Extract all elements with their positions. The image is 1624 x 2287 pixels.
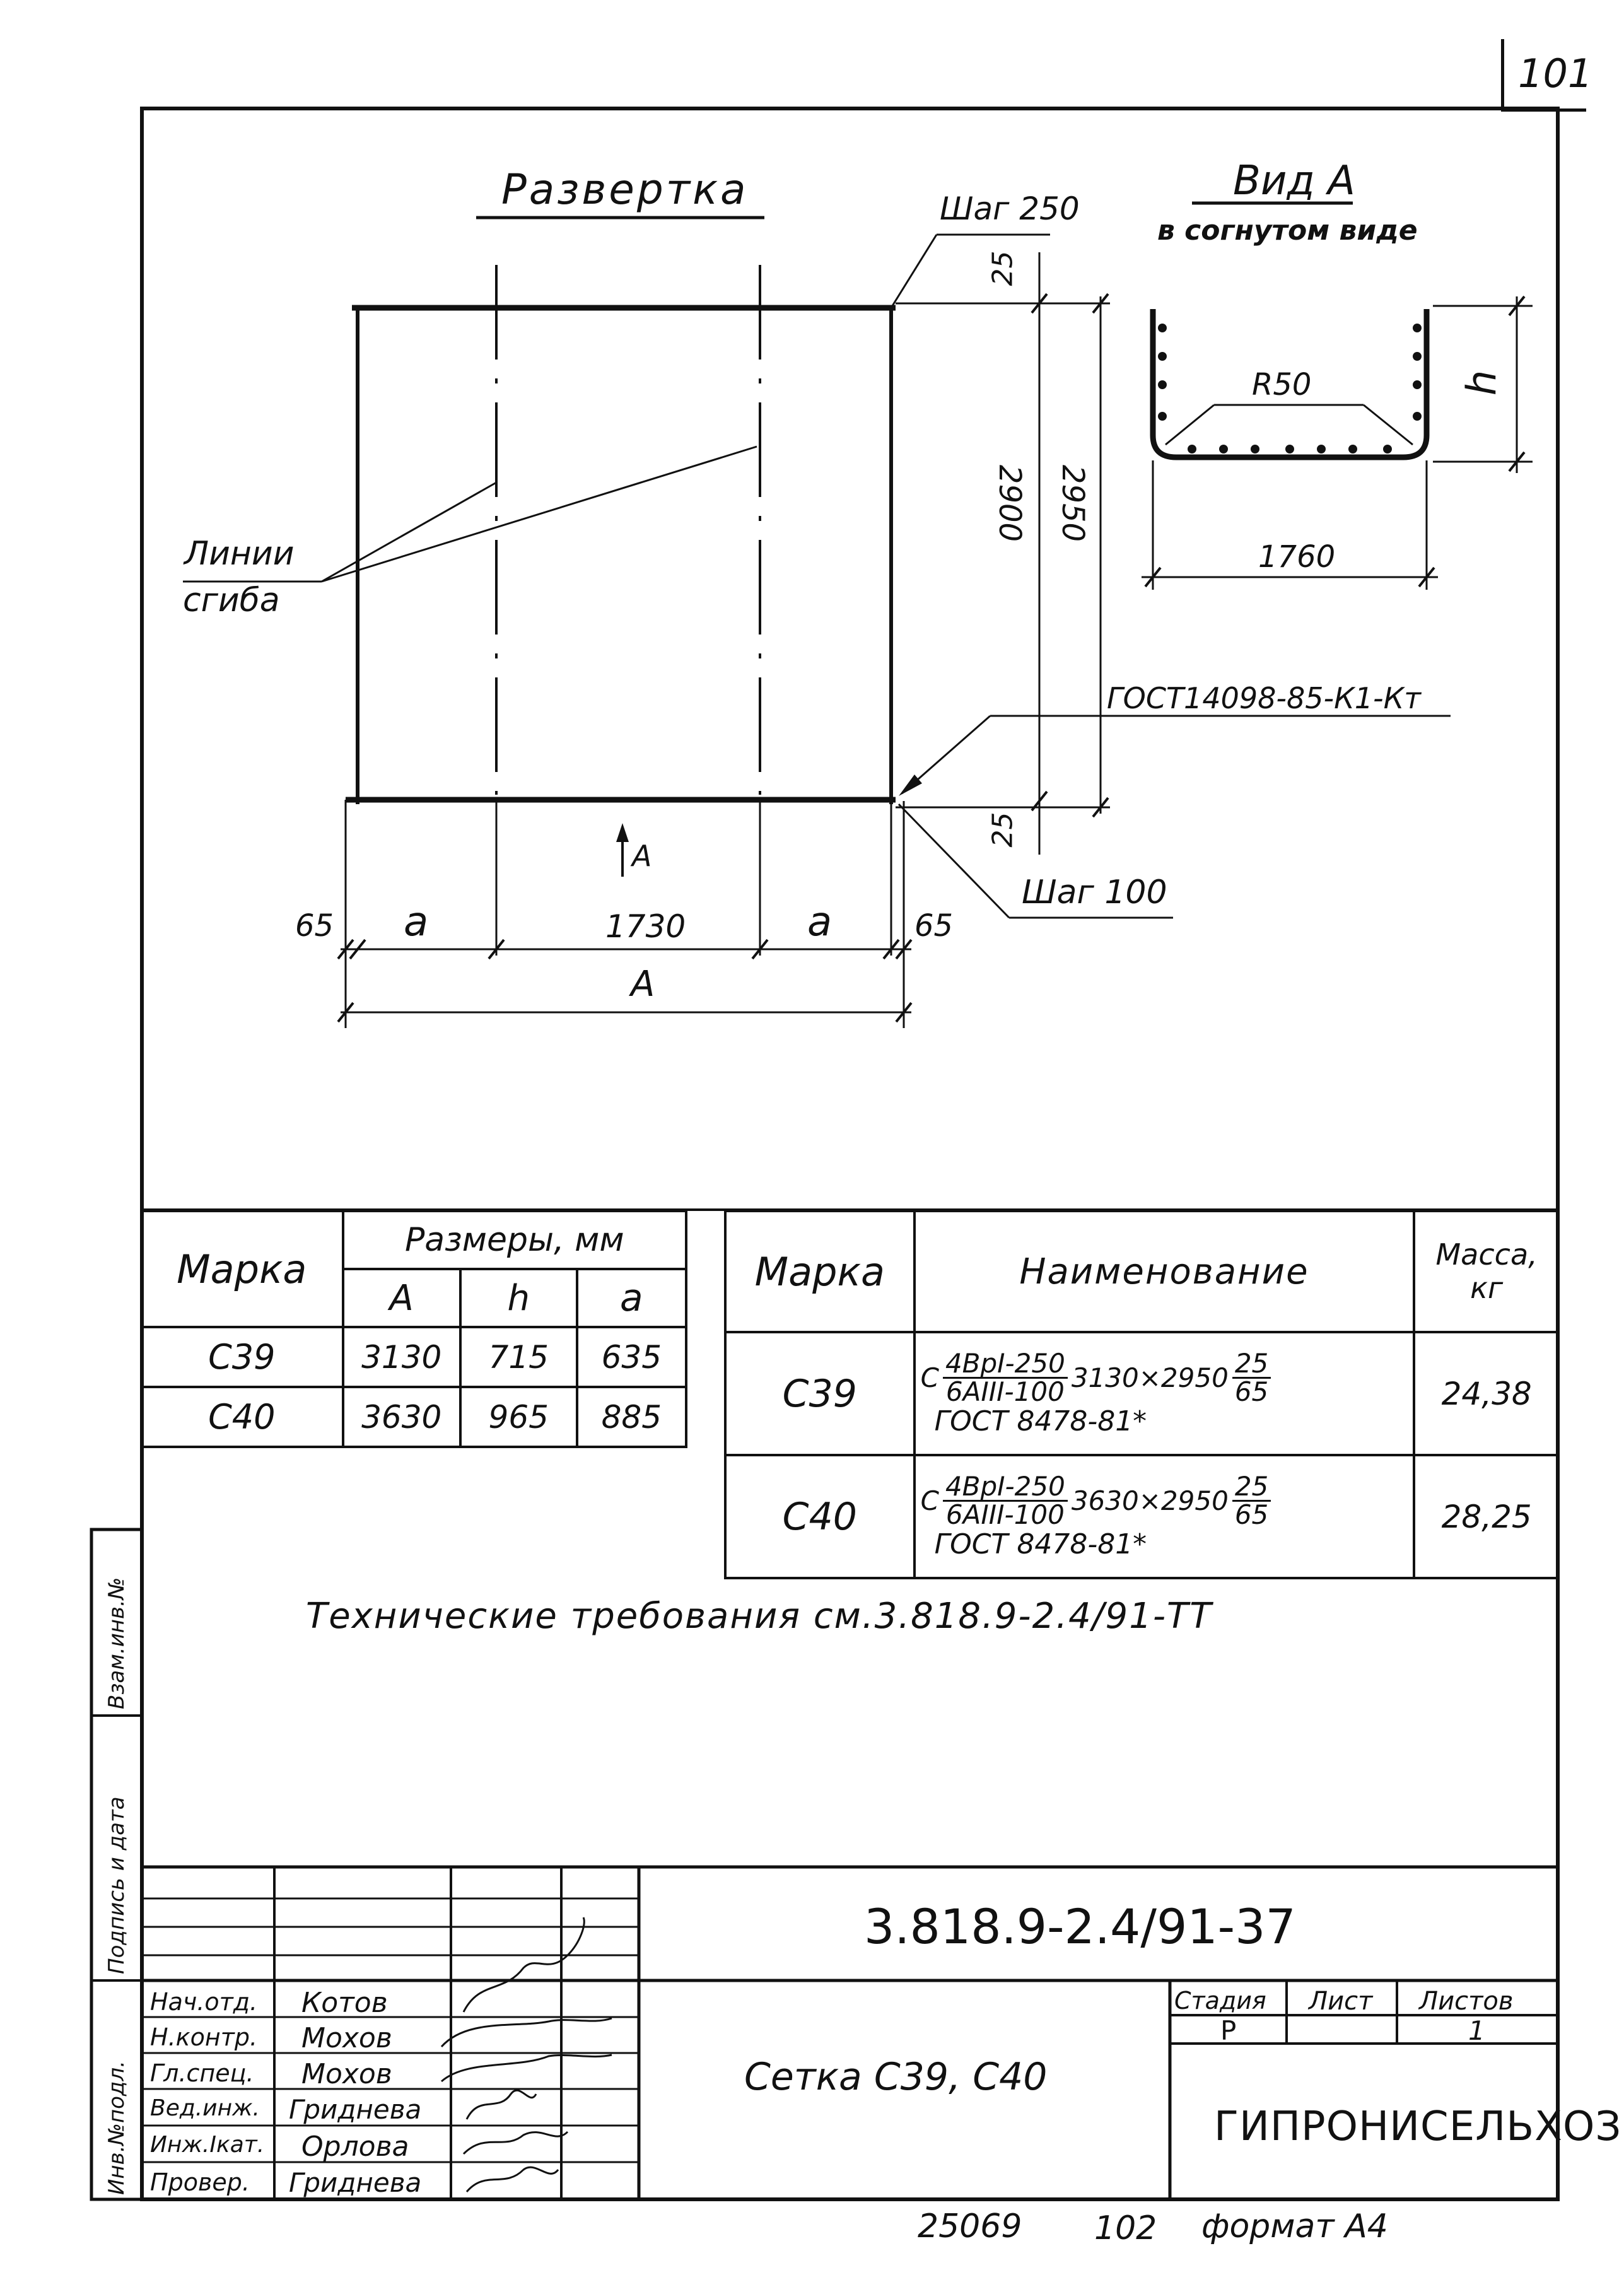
footer-sheet-num: 102 — [1094, 2209, 1157, 2247]
spec-header-mass — [1414, 1211, 1558, 1332]
step-250-leader — [891, 235, 937, 308]
step-100-label: Шаг 100 — [1022, 874, 1167, 911]
signature-1 — [464, 1917, 584, 2012]
table-row — [725, 1332, 1558, 1455]
r50-leader-left — [1165, 405, 1214, 445]
dim-a-right: a — [807, 899, 832, 945]
name-4: Орлова — [301, 2131, 409, 2163]
signature-2 — [441, 2018, 612, 2047]
side-stamp-vzam-inv: Взам.инв.№ — [104, 1577, 129, 1709]
table-row — [142, 1387, 686, 1447]
tech-requirements: Технические требования см.3.818.9-2.4/91-ТТ — [306, 1596, 1213, 1637]
spec-row2-dims: 3630×2950 — [1071, 1485, 1229, 1516]
sizes-header-A: A — [343, 1269, 460, 1327]
signature-marks — [441, 1917, 612, 2192]
dim-A-total: A — [631, 964, 655, 1005]
spec-header-mass-1: Масса, — [1435, 1237, 1538, 1272]
stage-value: Р — [1220, 2015, 1237, 2046]
spec-header-mark: Марка — [725, 1211, 914, 1332]
bend-leader-1 — [322, 483, 496, 582]
r50-leader-right — [1364, 405, 1413, 445]
title-view-a: Вид А — [1233, 158, 1355, 204]
spec-row2-frac-den: 6АIII-100 — [945, 1499, 1065, 1530]
dim-ticks-bottom — [338, 940, 911, 1022]
spec-row2-name — [914, 1455, 1415, 1578]
spec-row1-dims: 3130×2950 — [1071, 1362, 1229, 1393]
footer-format: формат А4 — [1201, 2208, 1388, 2245]
spec-row1-frac2-den: 65 — [1234, 1376, 1269, 1407]
sheets-header: Листов — [1419, 1987, 1514, 2016]
role-2: Гл.спец. — [150, 2059, 254, 2087]
bend-lines-label-1: Линии — [184, 535, 295, 573]
title-development: Развертка — [501, 165, 749, 214]
role-5: Провер. — [150, 2168, 250, 2196]
footer-inv: 25069 — [918, 2208, 1022, 2245]
sizes-row1-A: 3130 — [343, 1327, 460, 1387]
role-4: Инж.Iкат. — [150, 2132, 265, 2158]
spec-header-mass-2: кг — [1470, 1271, 1504, 1305]
signature-4 — [467, 2090, 536, 2119]
name-0: Котов — [301, 1987, 388, 2019]
spec-row2-frac2-den: 65 — [1234, 1499, 1269, 1530]
side-stamp-inv-podl: Инв.№подл. — [104, 2061, 129, 2195]
dim-bottom-offset: 25 — [986, 812, 1019, 848]
role-1: Н.контр. — [150, 2023, 258, 2051]
doc-name: Сетка С39, С40 — [744, 2055, 1048, 2099]
name-2: Мохов — [301, 2058, 392, 2090]
sizes-row1-h: 715 — [460, 1327, 577, 1387]
page-number: 101 — [1518, 50, 1593, 97]
spec-row1-frac2-num: 25 — [1232, 1350, 1271, 1379]
side-stamp-signature-date: Подпись и дата — [104, 1796, 129, 1974]
doc-code: 3.818.9-2.4/91-37 — [864, 1898, 1296, 1955]
signature-5 — [464, 2132, 568, 2154]
dim-a-left: a — [404, 899, 429, 945]
view-h: h — [1459, 370, 1506, 396]
sizes-row2-mark: С40 — [142, 1387, 343, 1447]
sizes-row1-mark: С39 — [142, 1327, 343, 1387]
stage-header: Стадия — [1174, 1987, 1266, 2015]
spec-row1-gost: ГОСТ 8478-81* — [934, 1405, 1147, 1437]
spec-row2-mass: 28,25 — [1414, 1455, 1558, 1578]
sheet-frame — [142, 108, 1558, 2199]
spec-row2-frac-num: 4ВрI-250 — [943, 1473, 1068, 1502]
sizes-table — [142, 1210, 687, 1448]
name-3: Гриднева — [289, 2094, 422, 2125]
dim-2950: 2950 — [1055, 464, 1091, 542]
dim-top-offset: 25 — [986, 250, 1019, 286]
spec-row2-prefix: С — [920, 1485, 939, 1516]
name-1: Мохов — [301, 2022, 392, 2054]
spec-row1-frac-num: 4ВрI-250 — [943, 1350, 1068, 1379]
sizes-header-sizes: Размеры, мм — [343, 1211, 686, 1269]
arrow-a-label: А — [632, 839, 652, 873]
arrow-a-head — [616, 823, 629, 842]
dim-right-65: 65 — [914, 908, 954, 944]
spec-row2-gost: ГОСТ 8478-81* — [934, 1528, 1147, 1560]
gost-weld-label: ГОСТ14098-85-К1-Кт — [1107, 681, 1422, 715]
name-5: Гриднева — [289, 2167, 422, 2198]
sheet-header: Лист — [1309, 1987, 1373, 2016]
spec-row1-name — [914, 1332, 1415, 1455]
sizes-row2-h: 965 — [460, 1387, 577, 1447]
spec-row2-frac2-num: 25 — [1232, 1473, 1271, 1502]
table-row — [142, 1327, 686, 1387]
sizes-row2-A: 3630 — [343, 1387, 460, 1447]
role-3: Вед.инж. — [150, 2095, 260, 2121]
dim-left-65: 65 — [295, 908, 334, 944]
sizes-row2-a: 885 — [577, 1387, 686, 1447]
sizes-header-a: a — [577, 1269, 686, 1327]
spec-row1-prefix: С — [920, 1362, 939, 1393]
spec-row2-mark: С40 — [725, 1455, 914, 1578]
organization: ГИПРОНИСЕЛЬХОЗ — [1214, 2103, 1622, 2150]
spec-row1-frac-den: 6АIII-100 — [945, 1376, 1065, 1407]
label-step-250: Шаг 250 — [940, 190, 1080, 227]
spec-row1-mass: 24,38 — [1414, 1332, 1558, 1455]
sizes-header-h: h — [460, 1269, 577, 1327]
dim-1730: 1730 — [605, 908, 686, 945]
signature-6 — [467, 2167, 558, 2192]
sizes-row1-a: 635 — [577, 1327, 686, 1387]
sheets-value: 1 — [1468, 2015, 1485, 2046]
spec-table — [724, 1210, 1558, 1579]
bend-leader-2 — [322, 447, 757, 582]
signature-3 — [441, 2055, 612, 2081]
spec-header-name: Наименование — [914, 1211, 1415, 1332]
sizes-header-mark: Марка — [142, 1211, 343, 1327]
view-width: 1760 — [1258, 539, 1336, 575]
spec-row1-mark: С39 — [725, 1332, 914, 1455]
view-radius: R50 — [1252, 367, 1312, 402]
dim-2900: 2900 — [992, 464, 1028, 542]
role-0: Нач.отд. — [150, 1988, 258, 2016]
bend-lines-label-2: сгиба — [183, 582, 280, 619]
subtitle-view-a: в согнутом виде — [1157, 214, 1418, 247]
table-row — [725, 1455, 1558, 1578]
